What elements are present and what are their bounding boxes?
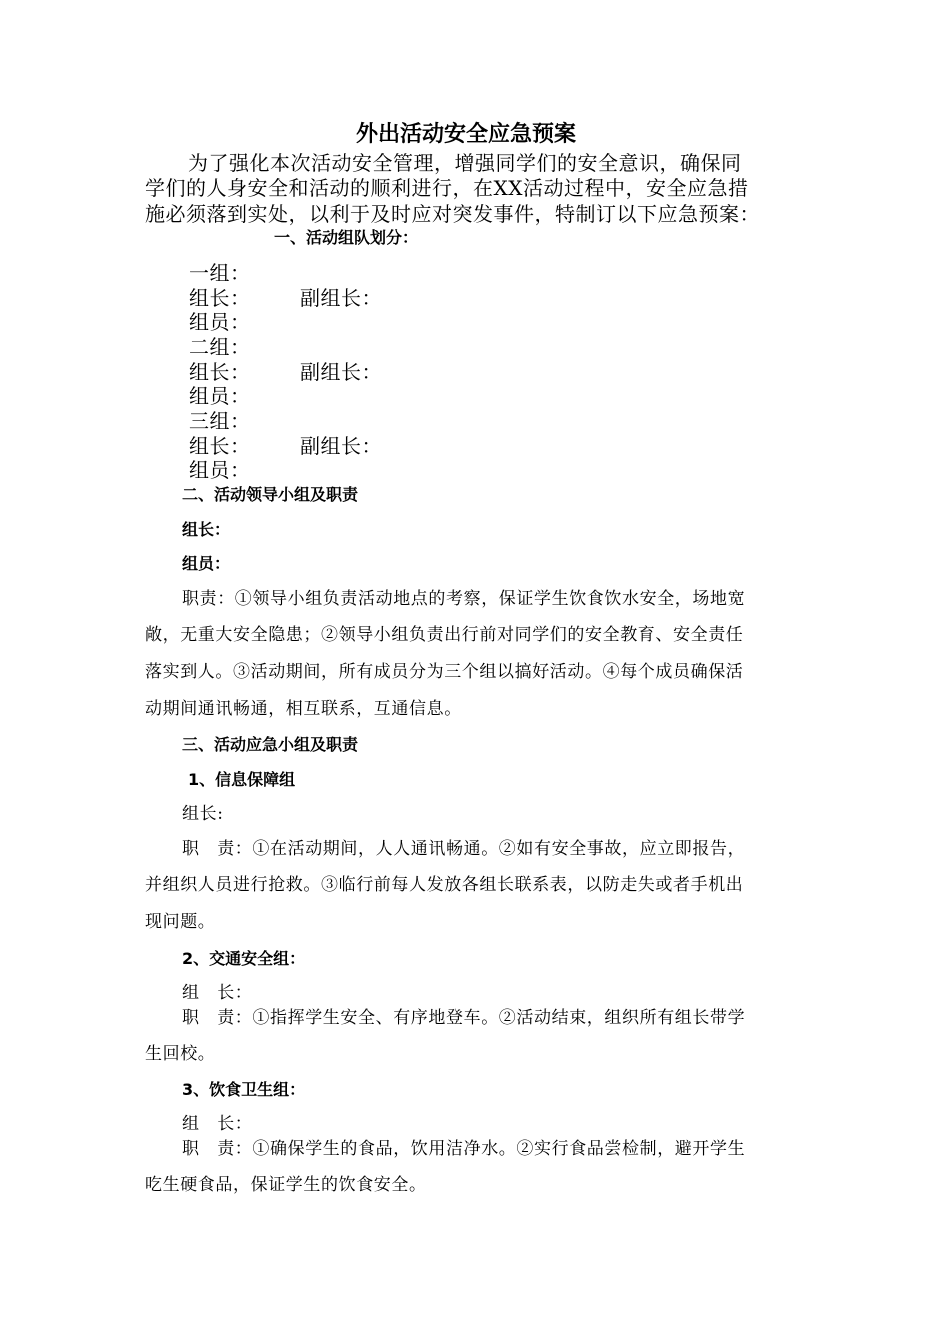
leadership-duty-line: 落实到人。③活动期间，所有成员分为三个组以搞好活动。④每个成员确保活 (145, 662, 744, 682)
section-heading-teams: 一、活动组队划分： (274, 228, 419, 247)
section-heading-leadership: 二、活动领导小组及职责 (182, 485, 359, 504)
intro-line: 为了强化本次活动安全管理，增强同学们的安全意识，确保同 (188, 151, 742, 175)
page-title: 外出活动安全应急预案 (356, 122, 577, 147)
group-leader-label: 组长： (189, 286, 251, 310)
emergency-group-duty-line: 职 责：①指挥学生安全、有序地登车。②活动结束，组织所有组长带学 (182, 1008, 746, 1028)
group-deputy-label: 副组长： (300, 286, 382, 310)
leadership-duty-line: 敞，无重大安全隐患；②领导小组负责出行前对同学们的安全教育、安全责任 (145, 625, 744, 645)
emergency-group-duty-line: 生回校。 (145, 1044, 216, 1064)
group-members-label: 组员： (189, 310, 251, 334)
leadership-duty-line: 职责：①领导小组负责活动地点的考察，保证学生饮食饮水安全，场地宽 (182, 589, 746, 609)
group-members-label: 组员： (189, 384, 251, 408)
section-heading-emergency: 三、活动应急小组及职责 (182, 735, 359, 754)
group-name: 一组： (189, 261, 251, 285)
emergency-group-leader-label: 组 长： (182, 983, 253, 1003)
leadership-members-label: 组员： (182, 554, 231, 573)
emergency-group-duty-line: 现问题。 (145, 912, 216, 932)
leadership-duty-line: 动期间通讯畅通，相互联系，互通信息。 (145, 699, 462, 719)
group-leader-label: 组长： (189, 434, 251, 458)
emergency-group-leader-label: 组 长： (182, 1114, 253, 1134)
emergency-group-title: 1、信息保障组 (188, 770, 296, 789)
group-leader-label: 组长： (189, 360, 251, 384)
group-deputy-label: 副组长： (300, 434, 382, 458)
group-deputy-label: 副组长： (300, 360, 382, 384)
emergency-group-leader-label: 组长: (182, 804, 224, 824)
emergency-group-title: 2、交通安全组： (182, 949, 306, 968)
intro-line: 施必须落到实处，以利于及时应对突发事件，特制订以下应急预案： (145, 202, 760, 226)
leadership-leader-label: 组长： (182, 520, 231, 539)
group-name: 三组： (189, 409, 251, 433)
emergency-group-duty-line: 职 责：①确保学生的食品，饮用洁净水。②实行食品尝检制，避开学生 (182, 1139, 746, 1159)
emergency-group-duty-line: 吃生硬食品，保证学生的饮食安全。 (145, 1175, 427, 1195)
group-members-label: 组员： (189, 458, 251, 482)
emergency-group-duty-line: 职 责：①在活动期间，人人通讯畅通。②如有安全事故，应立即报告， (182, 839, 746, 859)
group-name: 二组： (189, 335, 251, 359)
emergency-group-title: 3、饮食卫生组： (182, 1080, 306, 1099)
emergency-group-duty-line: 并组织人员进行抢救。③临行前每人发放各组长联系表，以防走失或者手机出 (145, 875, 744, 895)
intro-line: 学们的人身安全和活动的顺利进行，在XX活动过程中，安全应急措 (145, 176, 749, 200)
